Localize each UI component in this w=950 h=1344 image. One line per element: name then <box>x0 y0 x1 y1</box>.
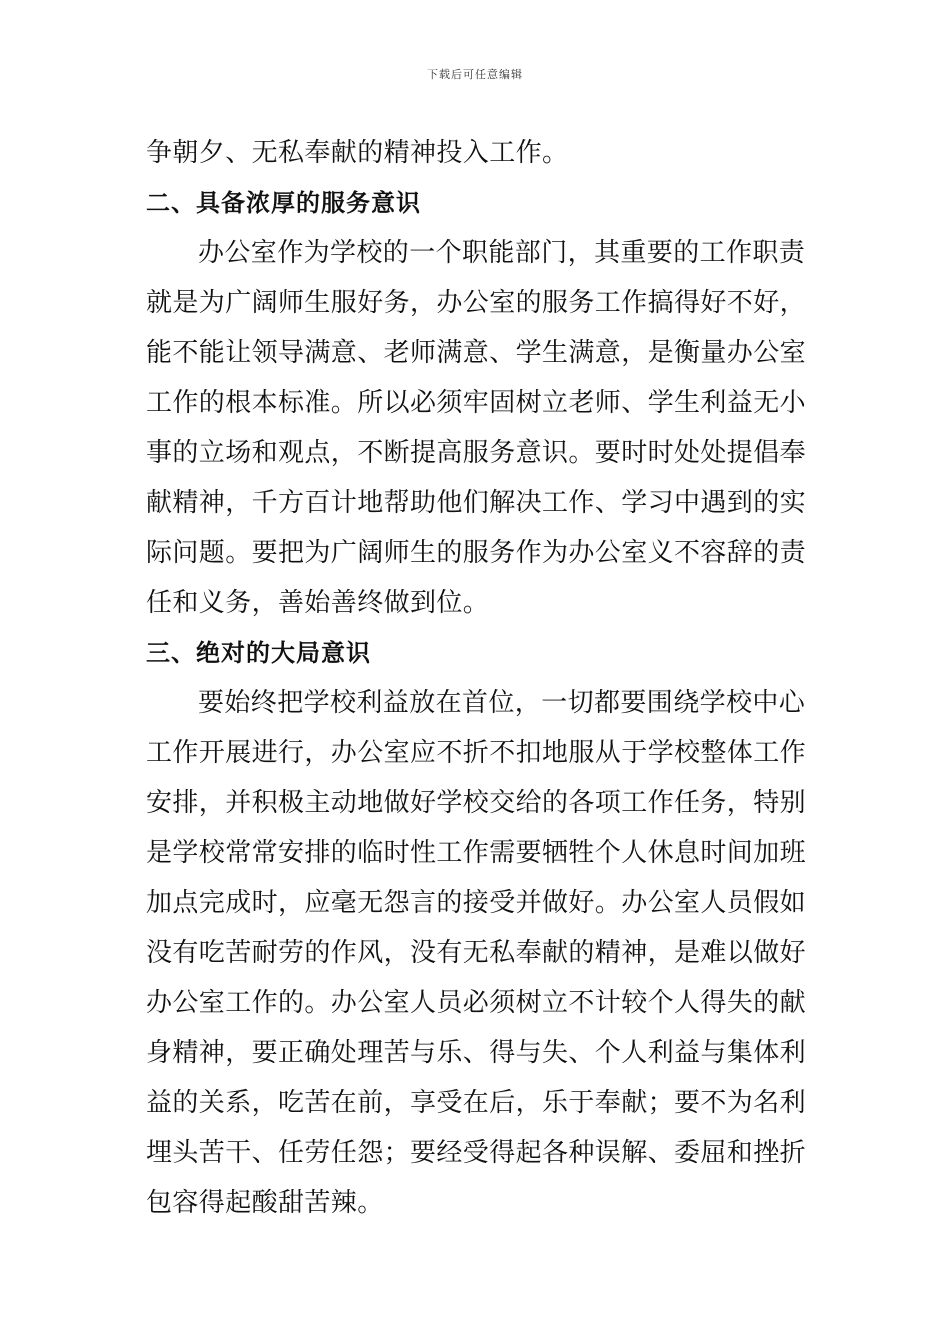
paragraph-line: 加点完成时，应毫无怨言的接受并做好。办公室人员假如 <box>146 888 807 918</box>
paragraph-line: 办公室作为学校的一个职能部门，其重要的工作职责 <box>198 238 806 268</box>
section-heading-overall: 三、绝对的大局意识 <box>146 639 371 667</box>
page-header: 下载后可任意编辑 <box>427 68 523 81</box>
paragraph-line: 际问题。要把为广阔师生的服务作为办公室义不容辞的责 <box>146 538 807 568</box>
section-heading-service: 二、具备浓厚的服务意识 <box>146 189 421 217</box>
paragraph-line: 工作的根本标准。所以必须牢固树立老师、学生利益无小 <box>146 388 807 418</box>
paragraph-line: 办公室工作的。办公室人员必须树立不计较个人得失的献 <box>146 988 807 1018</box>
paragraph-line: 能不能让领导满意、老师满意、学生满意，是衡量办公室 <box>146 338 807 368</box>
paragraph-line: 要始终把学校利益放在首位，一切都要围绕学校中心 <box>198 688 806 718</box>
paragraph-line: 工作开展进行，办公室应不折不扣地服从于学校整体工作 <box>146 738 807 768</box>
paragraph-line: 事的立场和观点，不断提高服务意识。要时时处处提倡奉 <box>146 438 807 468</box>
paragraph-line: 是学校常常安排的临时性工作需要牺牲个人休息时间加班 <box>146 838 807 868</box>
paragraph-line: 献精神，千方百计地帮助他们解决工作、学习中遇到的实 <box>146 488 807 518</box>
paragraph-line: 就是为广阔师生服好务，办公室的服务工作搞得好不好， <box>146 288 807 318</box>
paragraph-line: 埋头苦干、任劳任怨；要经受得起各种误解、委屈和挫折 <box>146 1138 807 1168</box>
paragraph-line: 身精神，要正确处理苦与乐、得与失、个人利益与集体利 <box>146 1038 807 1068</box>
paragraph-line: 安排，并积极主动地做好学校交给的各项工作任务，特别 <box>146 788 807 818</box>
intro-line: 争朝夕、无私奉献的精神投入工作。 <box>146 138 569 168</box>
document-body <box>146 128 810 1228</box>
paragraph-line: 益的关系，吃苦在前，享受在后，乐于奉献；要不为名利 <box>146 1088 807 1118</box>
paragraph-line: 任和义务，善始善终做到位。 <box>146 588 490 618</box>
paragraph-line: 没有吃苦耐劳的作风，没有无私奉献的精神，是难以做好 <box>146 938 807 968</box>
paragraph-line: 包容得起酸甜苦辣。 <box>146 1188 384 1218</box>
